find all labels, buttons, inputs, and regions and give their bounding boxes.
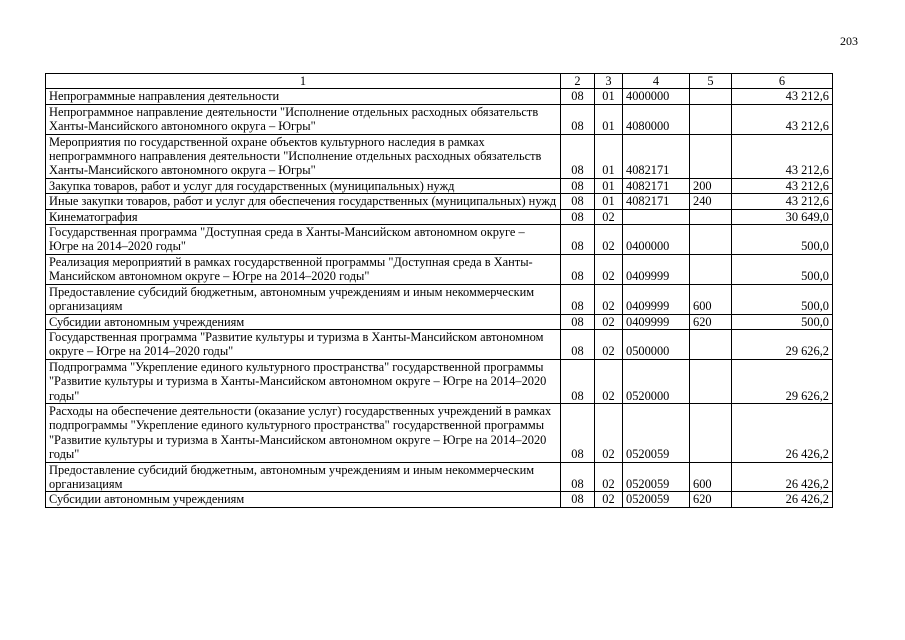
row-amount-cell: 500,0: [732, 225, 833, 255]
row-section-cell: 08: [561, 284, 595, 314]
row-expense-type-cell: [690, 209, 732, 224]
row-name-cell: Государственная программа "Доступная среда в Ханты-Мансийском автономном округе – Югре на 2014–2020 годы": [46, 225, 561, 255]
row-expense-type-cell: [690, 104, 732, 134]
row-subsection-cell: 01: [595, 178, 623, 193]
row-name-cell: Субсидии автономным учреждениям: [46, 314, 561, 329]
header-col-3: 3: [595, 74, 623, 89]
table-row: [46, 89, 833, 104]
row-name-cell: Непрограммное направление деятельности "Исполнение отдельных расходных обязательств Ханты-Мансийского автономного округа – Югры": [46, 104, 561, 134]
row-name-cell: Непрограммные направления деятельности: [46, 89, 561, 104]
row-amount-cell: 26 426,2: [732, 403, 833, 462]
row-expense-type-cell: 620: [690, 314, 732, 329]
row-subsection-cell: 02: [595, 329, 623, 359]
row-name-cell: Государственная программа "Развитие культуры и туризма в Ханты-Мансийском автономном округе – Югре на 2014–2020 годы": [46, 329, 561, 359]
row-section-cell: 08: [561, 178, 595, 193]
row-expense-type-cell: 240: [690, 194, 732, 209]
row-name-cell: Закупка товаров, работ и услуг для государственных (муниципальных) нужд: [46, 178, 561, 193]
row-subsection-cell: 02: [595, 209, 623, 224]
row-name-cell: Предоставление субсидий бюджетным, автономным учреждениям и иным некоммерческим организациям: [46, 284, 561, 314]
row-target-code-cell: 4000000: [623, 89, 690, 104]
row-target-code-cell: 4082171: [623, 134, 690, 178]
table-row: [46, 329, 833, 359]
row-target-code-cell: 0409999: [623, 314, 690, 329]
row-name-cell: Мероприятия по государственной охране объектов культурного наследия в рамках непрограммного направления деятельности "Исполнение отдельных расходных обязательств Ханты-Мансийского автономного округа – Югры": [46, 134, 561, 178]
header-col-4: 4: [623, 74, 690, 89]
table-row: [46, 104, 833, 134]
row-section-cell: 08: [561, 329, 595, 359]
row-amount-cell: 30 649,0: [732, 209, 833, 224]
row-subsection-cell: 02: [595, 359, 623, 403]
row-subsection-cell: 01: [595, 194, 623, 209]
page-number: 203: [840, 34, 858, 48]
row-amount-cell: 500,0: [732, 254, 833, 284]
row-expense-type-cell: [690, 254, 732, 284]
row-amount-cell: 500,0: [732, 314, 833, 329]
table-body: [46, 89, 833, 507]
row-subsection-cell: 02: [595, 492, 623, 507]
table-row: [46, 284, 833, 314]
row-name-cell: Реализация мероприятий в рамках государственной программы "Доступная среда в Ханты-Мансийском автономном округе – Югре на 2014–2020 годы": [46, 254, 561, 284]
row-amount-cell: 29 626,2: [732, 359, 833, 403]
row-target-code-cell: 0520059: [623, 462, 690, 492]
row-expense-type-cell: [690, 359, 732, 403]
row-subsection-cell: 02: [595, 284, 623, 314]
row-target-code-cell: 4082171: [623, 194, 690, 209]
row-amount-cell: 43 212,6: [732, 104, 833, 134]
row-expense-type-cell: [690, 403, 732, 462]
row-section-cell: 08: [561, 89, 595, 104]
row-section-cell: 08: [561, 462, 595, 492]
row-subsection-cell: 02: [595, 462, 623, 492]
row-subsection-cell: 02: [595, 254, 623, 284]
row-target-code-cell: 0400000: [623, 225, 690, 255]
row-section-cell: 08: [561, 209, 595, 224]
row-name-cell: Иные закупки товаров, работ и услуг для обеспечения государственных (муниципальных) нужд: [46, 194, 561, 209]
row-section-cell: 08: [561, 314, 595, 329]
row-amount-cell: 43 212,6: [732, 134, 833, 178]
row-section-cell: 08: [561, 225, 595, 255]
row-expense-type-cell: [690, 329, 732, 359]
table-row: [46, 403, 833, 462]
row-expense-type-cell: 620: [690, 492, 732, 507]
budget-table: [45, 73, 833, 508]
header-col-5: 5: [690, 74, 732, 89]
row-target-code-cell: 4082171: [623, 178, 690, 193]
row-name-cell: Подпрограмма "Укрепление единого культурного пространства" государственной программы "Развитие культуры и туризма в Ханты-Мансийском автономном округе – Югре на 2014–2020 годы": [46, 359, 561, 403]
row-amount-cell: 43 212,6: [732, 178, 833, 193]
table-row: [46, 178, 833, 193]
row-name-cell: Предоставление субсидий бюджетным, автономным учреждениям и иным некоммерческим организациям: [46, 462, 561, 492]
table-row: [46, 462, 833, 492]
row-target-code-cell: 0500000: [623, 329, 690, 359]
row-amount-cell: 43 212,6: [732, 89, 833, 104]
header-row: [46, 74, 833, 89]
row-subsection-cell: 01: [595, 134, 623, 178]
row-target-code-cell: 0409999: [623, 254, 690, 284]
row-subsection-cell: 01: [595, 89, 623, 104]
header-col-6: 6: [732, 74, 833, 89]
table-row: [46, 254, 833, 284]
header-col-2: 2: [561, 74, 595, 89]
table-row: [46, 314, 833, 329]
row-expense-type-cell: 200: [690, 178, 732, 193]
row-section-cell: 08: [561, 194, 595, 209]
table-row: [46, 492, 833, 507]
row-section-cell: 08: [561, 254, 595, 284]
row-name-cell: Субсидии автономным учреждениям: [46, 492, 561, 507]
table-row: [46, 134, 833, 178]
row-section-cell: 08: [561, 104, 595, 134]
row-amount-cell: 43 212,6: [732, 194, 833, 209]
row-target-code-cell: 4080000: [623, 104, 690, 134]
row-amount-cell: 26 426,2: [732, 492, 833, 507]
row-subsection-cell: 01: [595, 104, 623, 134]
row-subsection-cell: 02: [595, 314, 623, 329]
row-section-cell: 08: [561, 403, 595, 462]
row-section-cell: 08: [561, 359, 595, 403]
table-row: [46, 194, 833, 209]
row-amount-cell: 26 426,2: [732, 462, 833, 492]
row-target-code-cell: [623, 209, 690, 224]
row-name-cell: Кинематография: [46, 209, 561, 224]
row-target-code-cell: 0520000: [623, 359, 690, 403]
row-subsection-cell: 02: [595, 225, 623, 255]
row-subsection-cell: 02: [595, 403, 623, 462]
table-row: [46, 225, 833, 255]
header-col-1: 1: [46, 74, 561, 89]
row-amount-cell: 500,0: [732, 284, 833, 314]
row-name-cell: Расходы на обеспечение деятельности (оказание услуг) государственных учреждений в рамках подпрограммы "Укрепление единого культурного пространства" государственной программы "Развитие культуры и туризма в Ханты-Мансийском автономном округе – Югре на 2014–2020 годы": [46, 403, 561, 462]
row-expense-type-cell: [690, 225, 732, 255]
row-expense-type-cell: [690, 134, 732, 178]
row-amount-cell: 29 626,2: [732, 329, 833, 359]
row-expense-type-cell: 600: [690, 284, 732, 314]
table-row: [46, 209, 833, 224]
row-expense-type-cell: [690, 89, 732, 104]
row-expense-type-cell: 600: [690, 462, 732, 492]
row-section-cell: 08: [561, 134, 595, 178]
row-target-code-cell: 0409999: [623, 284, 690, 314]
row-section-cell: 08: [561, 492, 595, 507]
table-row: [46, 359, 833, 403]
row-target-code-cell: 0520059: [623, 403, 690, 462]
row-target-code-cell: 0520059: [623, 492, 690, 507]
